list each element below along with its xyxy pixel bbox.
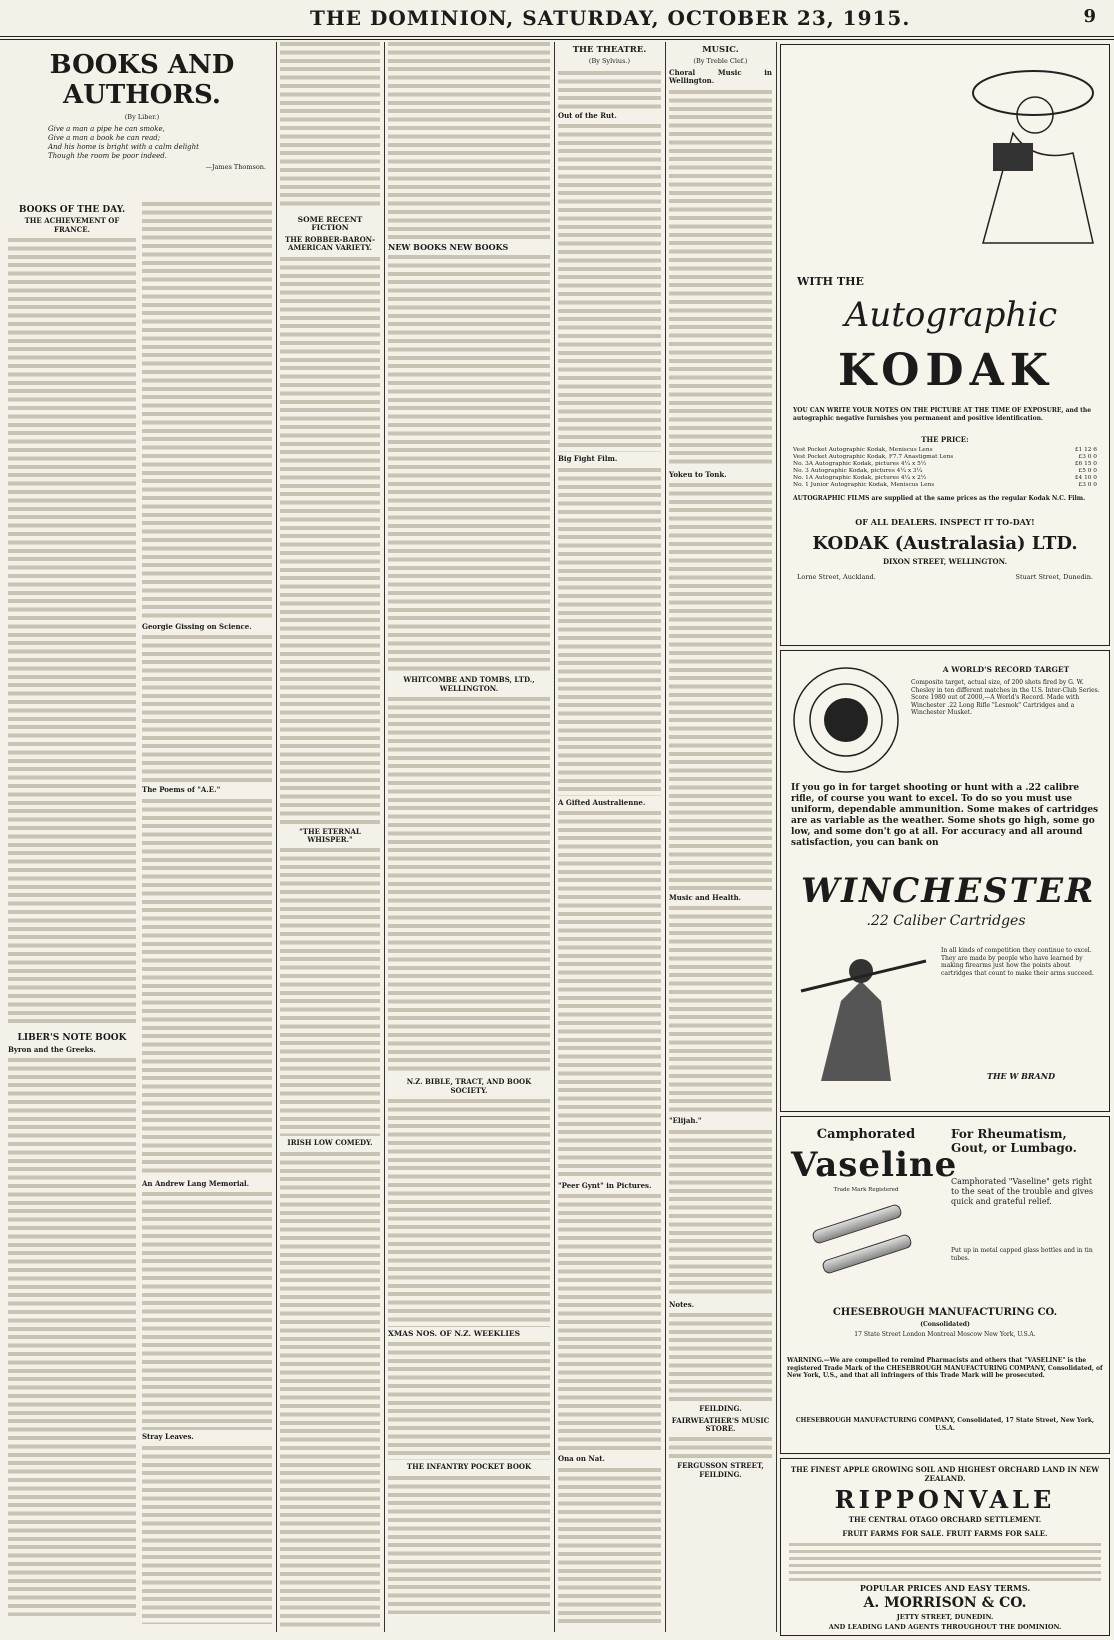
notice-heading: WHITCOMBE AND TOMBS, LTD., WELLINGTON. xyxy=(403,675,535,693)
article-text xyxy=(558,466,661,796)
column-separator xyxy=(776,42,777,1632)
article-text xyxy=(669,1435,772,1459)
chesebrough-consolidated: (Consolidated) xyxy=(920,1321,970,1328)
agent-address: JETTY STREET, DUNEDIN. xyxy=(896,1613,994,1621)
ripponvale-name: RIPPONVALE xyxy=(834,1485,1056,1514)
price: £6 15 0 xyxy=(1074,461,1097,467)
vaseline-packaging: Put up in metal capped glass bottles and in tin tubes. xyxy=(951,1247,1093,1262)
verse-line: Give a man a pipe he can smoke, xyxy=(48,125,165,134)
winchester-advertisement xyxy=(780,650,1110,1112)
popular-prices: POPULAR PRICES AND EASY TERMS. xyxy=(859,1583,1031,1593)
article-text xyxy=(280,255,380,825)
price-row xyxy=(793,468,1097,475)
article-text xyxy=(558,809,661,1179)
book-list xyxy=(388,1474,550,1614)
price-row xyxy=(793,461,1097,468)
article-text xyxy=(142,633,272,783)
music-store-address: FERGUSSON STREET, FEILDING. xyxy=(677,1461,764,1479)
subheading: Choral Music in Wellington. xyxy=(669,67,772,86)
kodak-advertisement xyxy=(780,44,1110,646)
subheading: Big Fight Film. xyxy=(558,454,618,464)
subheading: Georgie Gissing on Science. xyxy=(142,622,252,631)
price-heading: THE PRICE: xyxy=(921,435,969,444)
column-4 xyxy=(388,40,550,1630)
subheading-byron-greeks: Byron and the Greeks. xyxy=(8,1044,96,1054)
kodak-tagline: YOU CAN WRITE YOUR NOTES ON THE PICTURE AT THE TIME OF EXPOSURE, and the autographic negative furnishes you permanent and positive identification. xyxy=(793,407,1092,422)
article-text xyxy=(558,1466,661,1626)
column-3 xyxy=(280,40,380,1630)
byline: (By Treble Clef.) xyxy=(693,57,748,66)
subheading: An Andrew Lang Memorial. xyxy=(142,1178,250,1188)
column-1 xyxy=(8,200,136,1630)
article-text xyxy=(669,1128,772,1298)
article-text xyxy=(142,200,272,620)
article-text xyxy=(8,236,136,1026)
subheading: "THE ETERNAL WHISPER." xyxy=(299,826,361,845)
byline: (By Liber.) xyxy=(124,113,160,121)
fruit-farms-line: FRUIT FARMS FOR SALE. FRUIT FARMS FOR SALE. xyxy=(842,1529,1048,1538)
heading-recent-fiction: SOME RECENT FICTION xyxy=(297,215,363,233)
article-text xyxy=(669,481,772,891)
woman-camera-illustration xyxy=(923,53,1103,253)
byline: (By Sylvius.) xyxy=(588,57,631,66)
kodak-address: DIXON STREET, WELLINGTON. xyxy=(882,557,1008,566)
book-list xyxy=(388,1340,550,1460)
model: No. 3 Autographic Kodak, pictures 4¼ x 3¼ xyxy=(793,468,923,474)
epigraph xyxy=(48,125,276,161)
article-text xyxy=(558,69,661,109)
heading-books-of-the-day: BOOKS OF THE DAY. xyxy=(18,205,126,215)
price: £3 0 0 xyxy=(1078,454,1097,460)
article-text xyxy=(142,1444,272,1624)
vaseline-advertisement xyxy=(780,1116,1110,1454)
article-text xyxy=(388,40,550,240)
article-text xyxy=(280,1150,380,1630)
notice-heading: THE INFANTRY POCKET BOOK xyxy=(406,1462,532,1472)
ripponvale-subtitle: THE CENTRAL OTAGO ORCHARD SETTLEMENT. xyxy=(848,1515,1042,1524)
article-text xyxy=(142,797,272,1177)
article-text xyxy=(142,1190,272,1430)
heading-music: MUSIC. xyxy=(702,45,739,55)
page-number: 9 xyxy=(1083,6,1096,27)
ripponvale-text xyxy=(789,1541,1101,1581)
vaseline-brand: Vaseline xyxy=(791,1145,958,1185)
masthead-rule xyxy=(0,36,1114,37)
price-row xyxy=(793,475,1097,482)
subheading: "Elijah." xyxy=(669,1116,702,1126)
subheading: Ona on Nat. xyxy=(558,1454,605,1464)
model: No. 3A Autographic Kodak, pictures 4¼ x 5½ xyxy=(793,461,927,467)
chesebrough-addresses: 17 State Street London Montreal Moscow New York, U.S.A. xyxy=(854,1331,1036,1338)
verse-line: Give a man a book he can read; xyxy=(48,134,161,143)
section-title: BOOKS AND AUTHORS. xyxy=(49,50,235,110)
price-row xyxy=(793,447,1097,454)
subheading: THE ROBBER-BARON-AMERICAN VARIETY. xyxy=(285,234,375,253)
subheading: Out of the Rut. xyxy=(558,110,617,120)
subheading: Yokeu to Tonk. xyxy=(669,469,727,479)
column-separator xyxy=(554,42,555,1632)
kodak-company: KODAK (Australasia) LTD. xyxy=(812,533,1078,554)
music-store-town: FEILDING. xyxy=(699,1404,742,1414)
column-theatre xyxy=(558,40,661,1630)
subheading: IRISH LOW COMEDY. xyxy=(287,1138,373,1148)
ripponvale-top: THE FINEST APPLE GROWING SOIL AND HIGHEST ORCHARD LAND IN NEW ZEALAND. xyxy=(790,1465,1100,1483)
warning-footer: CHESEBROUGH MANUFACTURING COMPANY, Consolidated, 17 State Street, New York, U.S.A. xyxy=(795,1417,1095,1432)
model: No. 1 Junior Autographic Kodak, Meniscus Lens xyxy=(793,482,935,488)
column-separator xyxy=(665,42,666,1632)
target-illustration xyxy=(791,665,901,775)
dealers-line: OF ALL DEALERS. INSPECT IT TO-DAY! xyxy=(855,517,1035,527)
target-description: Composite target, actual size, of 200 shots fired by G. W. Chesley in ten different matches in the U.S. Inter-Club Series. Score 1980 out of 2000,—A World's Record. Made with Winchester .22 Long Rifle "Lesmok" Cartridges and a Winchester Musket. xyxy=(911,679,1100,716)
article-text xyxy=(558,1192,661,1452)
winchester-brand: WINCHESTER xyxy=(801,871,1096,911)
article-text xyxy=(669,88,772,468)
branch-dunedin: Stuart Street, Dunedin. xyxy=(1015,573,1093,581)
winchester-product: .22 Caliber Cartridges xyxy=(866,913,1026,929)
ripponvale-advertisement xyxy=(780,1458,1110,1636)
heading-libers-note-book: LIBER'S NOTE BOOK xyxy=(17,1033,127,1044)
model: No. 1A Autographic Kodak, pictures 4¼ x 2½ xyxy=(793,475,927,481)
price: £1 12 6 xyxy=(1074,447,1097,453)
book-list xyxy=(388,695,550,1075)
target-heading: A WORLD'S RECORD TARGET xyxy=(942,665,1070,674)
branch-auckland: Lorne Street, Auckland. xyxy=(797,573,876,581)
agents-tail: AND LEADING LAND AGENTS THROUGHOUT THE DOMINION. xyxy=(828,1623,1062,1631)
with-the-text: WITH THE xyxy=(797,275,864,288)
article-text xyxy=(669,904,772,1114)
article-text xyxy=(8,1056,136,1616)
camphorated-label: Camphorated xyxy=(816,1127,916,1142)
kodak-logo: KODAK xyxy=(838,345,1054,396)
article-text xyxy=(669,1311,772,1401)
column-separator xyxy=(276,42,277,1632)
column-separator xyxy=(384,42,385,1632)
trade-mark-note: Trade Mark Registered xyxy=(833,1187,899,1193)
column-music xyxy=(669,40,772,1630)
vaseline-description: Camphorated "Vaseline" gets right to the seat of the trouble and gives quick and grateful relief. xyxy=(951,1177,1094,1206)
notice-heading: NEW BOOKS NEW BOOKS xyxy=(388,242,509,252)
masthead xyxy=(0,0,1114,40)
subheading: Notes. xyxy=(669,1299,695,1309)
films-note: AUTOGRAPHIC FILMS are supplied at the same prices as the regular Kodak N.C. Film. xyxy=(793,495,1086,502)
autographic-script: Autographic xyxy=(844,295,1058,335)
price: £3 0 0 xyxy=(1078,482,1097,488)
chesebrough-company: CHESEBROUGH MANUFACTURING CO. xyxy=(832,1307,1058,1318)
model: Vest Pocket Autographic Kodak, F7.7 Anastigmat Lens xyxy=(793,454,954,460)
rheumatism-heading: For Rheumatism, Gout, or Lumbago. xyxy=(951,1127,1077,1155)
article-text xyxy=(558,122,661,452)
subheading: Music and Health. xyxy=(669,893,742,903)
price-row xyxy=(793,482,1097,489)
model: Vest Pocket Autographic Kodak, Meniscus Lens xyxy=(793,447,933,453)
article-text xyxy=(280,846,380,1136)
price-row xyxy=(793,454,1097,461)
tube-illustration xyxy=(821,1233,913,1275)
article-text xyxy=(280,40,380,210)
price: £5 0 0 xyxy=(1078,468,1097,474)
column-2 xyxy=(142,200,272,1630)
price: £4 10 0 xyxy=(1074,475,1097,481)
hunter-illustration xyxy=(791,941,931,1091)
subheading: The Poems of "A.E." xyxy=(142,785,221,795)
newspaper-title: THE DOMINION, SATURDAY, OCTOBER 23, 1915. xyxy=(310,6,911,30)
subheading: "Peer Gynt" in Pictures. xyxy=(558,1181,652,1191)
verse-line: And his home is bright with a calm delight xyxy=(48,143,199,152)
subheading-achievement-of-france: THE ACHIEVEMENT OF FRANCE. xyxy=(24,216,120,234)
verse-line: Though the room be poor indeed. xyxy=(48,152,167,161)
winchester-body: If you go in for target shooting or hunt with a .22 calibre rifle, of course you want to excel. To do so you must use uniform, dependable ammunition. Some makes of cartridges are as variable as the weather. Some shots go high, some go low, and some don't go at all. For accuracy and all around satisfaction, you can bank on xyxy=(791,783,1099,848)
winchester-side-text: In all kinds of competition they continue to excel. They are made by people who have learned by making firearms just how the points about cartridges that count to make their arms succeed. xyxy=(941,947,1094,977)
w-brand-mark: THE W BRAND xyxy=(986,1071,1056,1081)
book-list xyxy=(388,1097,550,1327)
music-store-name: FAIRWEATHER'S MUSIC STORE. xyxy=(671,1415,770,1434)
heading-theatre: THE THEATRE. xyxy=(572,45,647,55)
book-list xyxy=(388,253,550,673)
epigraph-citation: —James Thomson. xyxy=(205,163,266,172)
subheading: Stray Leaves. xyxy=(142,1432,194,1442)
trade-mark-warning: WARNING.—We are compelled to remind Pharmacists and others that "VASELINE" is the registered Trade Mark of the CHESEBROUGH MANUFACTURING COMPANY, Consolidated, of New York, U.S., and that all infringers of this Trade Mark will be prosecuted. xyxy=(787,1357,1103,1379)
notice-heading: N.Z. BIBLE, TRACT, AND BOOK SOCIETY. xyxy=(406,1077,532,1095)
notice-heading: XMAS NOS. OF N.Z. WEEKLIES xyxy=(388,1329,521,1339)
agent-name: A. MORRISON & CO. xyxy=(863,1595,1027,1611)
price-list xyxy=(793,447,1097,489)
subheading: A Gifted Australienne. xyxy=(558,797,646,807)
